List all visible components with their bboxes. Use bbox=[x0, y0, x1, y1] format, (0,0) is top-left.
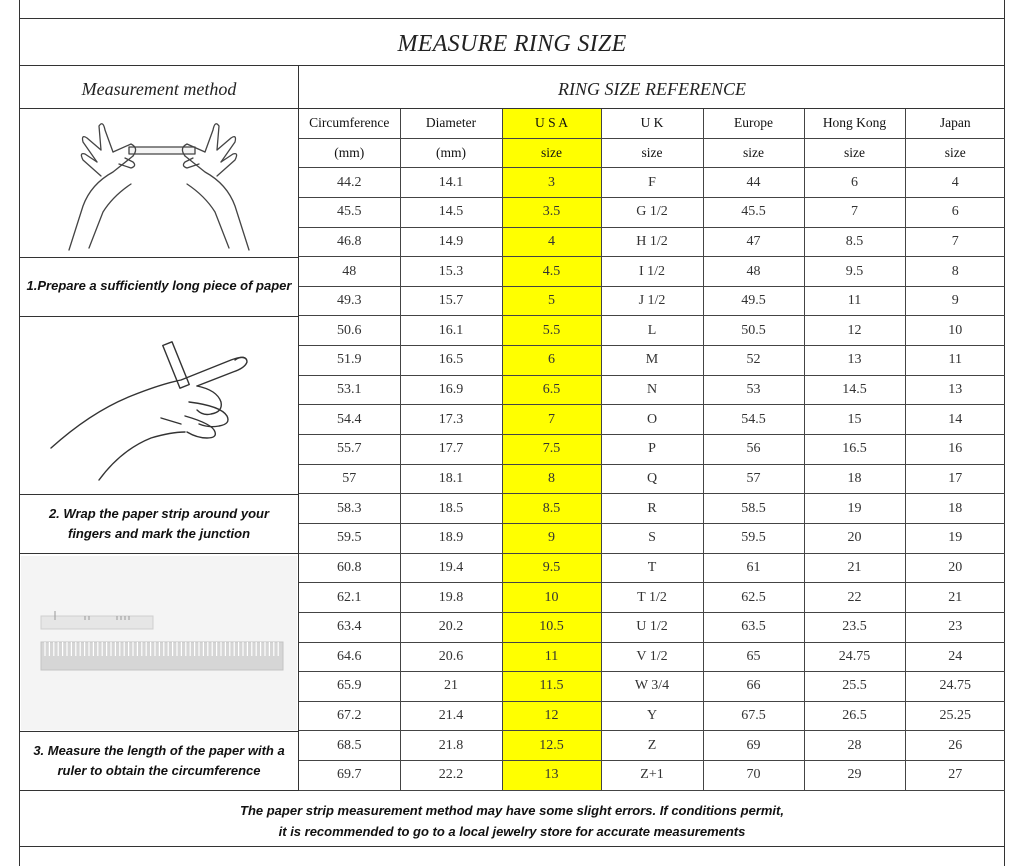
row-13-cell-1: 19.4 bbox=[400, 553, 502, 583]
row-18-cell-5: 26.5 bbox=[804, 701, 905, 731]
row-20-cell-4: 70 bbox=[703, 761, 804, 791]
size-row bbox=[299, 435, 1005, 465]
row-20-cell-6: 27 bbox=[905, 761, 1005, 791]
row-17-cell-6: 24.75 bbox=[905, 672, 1005, 702]
row-4-cell-1: 15.7 bbox=[400, 286, 502, 316]
row-20-cell-0: 69.7 bbox=[299, 761, 400, 791]
row-3-cell-4: 48 bbox=[703, 257, 804, 287]
column-header-row bbox=[299, 109, 1005, 138]
row-1-cell-6: 6 bbox=[905, 197, 1005, 227]
row-10-cell-0: 57 bbox=[299, 464, 400, 494]
row-0-cell-2: 3 bbox=[502, 168, 601, 198]
row-6-cell-4: 52 bbox=[703, 346, 804, 376]
row-17-cell-3: W 3/4 bbox=[601, 672, 703, 702]
row-14-cell-2: 10 bbox=[502, 583, 601, 613]
row-2-cell-3: H 1/2 bbox=[601, 227, 703, 257]
size-row bbox=[299, 346, 1005, 376]
row-18-cell-3: Y bbox=[601, 701, 703, 731]
finger-wrap-illustration bbox=[21, 320, 297, 492]
row-15-cell-6: 23 bbox=[905, 612, 1005, 642]
row-15-cell-4: 63.5 bbox=[703, 612, 804, 642]
row-2-cell-1: 14.9 bbox=[400, 227, 502, 257]
left-sep-5 bbox=[19, 731, 299, 732]
ruler-panel bbox=[21, 556, 297, 730]
step-3 bbox=[19, 741, 299, 781]
ring-size-table bbox=[299, 109, 1005, 791]
disclaimer bbox=[19, 800, 1005, 842]
column-unit-row bbox=[299, 138, 1005, 168]
page-title: MEASURE RING SIZE bbox=[397, 31, 627, 57]
row-5-cell-0: 50.6 bbox=[299, 316, 400, 346]
row-14-cell-5: 22 bbox=[804, 583, 905, 613]
row-10-cell-5: 18 bbox=[804, 464, 905, 494]
row-2-cell-0: 46.8 bbox=[299, 227, 400, 257]
row-19-cell-1: 21.8 bbox=[400, 731, 502, 761]
size-row bbox=[299, 494, 1005, 524]
size-row bbox=[299, 672, 1005, 702]
ruler-illustration bbox=[21, 556, 297, 730]
row-10-cell-1: 18.1 bbox=[400, 464, 502, 494]
row-8-cell-6: 14 bbox=[905, 405, 1005, 435]
row-3-cell-6: 8 bbox=[905, 257, 1005, 287]
row-9-cell-6: 16 bbox=[905, 435, 1005, 465]
step-3-line-2: ruler to obtain the circumference bbox=[57, 763, 261, 778]
size-row bbox=[299, 464, 1005, 494]
size-row bbox=[299, 642, 1005, 672]
row-2-cell-6: 7 bbox=[905, 227, 1005, 257]
row-18-cell-4: 67.5 bbox=[703, 701, 804, 731]
row-13-cell-3: T bbox=[601, 553, 703, 583]
row-1-cell-1: 14.5 bbox=[400, 197, 502, 227]
row-19-cell-6: 26 bbox=[905, 731, 1005, 761]
size-row bbox=[299, 227, 1005, 257]
row-16-cell-6: 24 bbox=[905, 642, 1005, 672]
row-3-cell-0: 48 bbox=[299, 257, 400, 287]
top-rule bbox=[19, 18, 1005, 19]
row-9-cell-2: 7.5 bbox=[502, 435, 601, 465]
row-4-cell-5: 11 bbox=[804, 286, 905, 316]
row-15-cell-3: U 1/2 bbox=[601, 612, 703, 642]
row-1-cell-4: 45.5 bbox=[703, 197, 804, 227]
row-14-cell-3: T 1/2 bbox=[601, 583, 703, 613]
row-1-cell-5: 7 bbox=[804, 197, 905, 227]
row-5-cell-1: 16.1 bbox=[400, 316, 502, 346]
row-2-cell-4: 47 bbox=[703, 227, 804, 257]
row-14-cell-0: 62.1 bbox=[299, 583, 400, 613]
footer-rule bbox=[19, 846, 1005, 847]
row-16-cell-0: 64.6 bbox=[299, 642, 400, 672]
row-10-cell-4: 57 bbox=[703, 464, 804, 494]
row-1-cell-0: 45.5 bbox=[299, 197, 400, 227]
left-sep-4 bbox=[19, 553, 299, 554]
row-5-cell-4: 50.5 bbox=[703, 316, 804, 346]
header-cell-5: Hong Kong bbox=[804, 109, 905, 138]
row-19-cell-0: 68.5 bbox=[299, 731, 400, 761]
row-5-cell-6: 10 bbox=[905, 316, 1005, 346]
row-7-cell-2: 6.5 bbox=[502, 375, 601, 405]
row-0-cell-6: 4 bbox=[905, 168, 1005, 198]
size-row bbox=[299, 257, 1005, 287]
size-row bbox=[299, 168, 1005, 198]
size-row bbox=[299, 612, 1005, 642]
row-14-cell-4: 62.5 bbox=[703, 583, 804, 613]
step-1-line-1: 1.Prepare a sufficiently long piece of paper bbox=[26, 278, 292, 293]
hands-paper-illustration bbox=[21, 110, 297, 256]
row-20-cell-3: Z+1 bbox=[601, 761, 703, 791]
disclaimer-line-2: it is recommended to go to a local jewelry store for accurate measurements bbox=[278, 824, 746, 839]
row-18-cell-0: 67.2 bbox=[299, 701, 400, 731]
row-16-cell-5: 24.75 bbox=[804, 642, 905, 672]
row-12-cell-5: 20 bbox=[804, 523, 905, 553]
size-row bbox=[299, 197, 1005, 227]
row-5-cell-5: 12 bbox=[804, 316, 905, 346]
row-11-cell-4: 58.5 bbox=[703, 494, 804, 524]
row-9-cell-1: 17.7 bbox=[400, 435, 502, 465]
size-row bbox=[299, 731, 1005, 761]
row-15-cell-1: 20.2 bbox=[400, 612, 502, 642]
left-sep-1 bbox=[19, 257, 299, 258]
row-0-cell-1: 14.1 bbox=[400, 168, 502, 198]
row-15-cell-2: 10.5 bbox=[502, 612, 601, 642]
row-4-cell-0: 49.3 bbox=[299, 286, 400, 316]
row-1-cell-2: 3.5 bbox=[502, 197, 601, 227]
size-row bbox=[299, 701, 1005, 731]
row-6-cell-1: 16.5 bbox=[400, 346, 502, 376]
size-row bbox=[299, 405, 1005, 435]
row-4-cell-4: 49.5 bbox=[703, 286, 804, 316]
size-row bbox=[299, 375, 1005, 405]
row-8-cell-3: O bbox=[601, 405, 703, 435]
row-3-cell-5: 9.5 bbox=[804, 257, 905, 287]
row-6-cell-3: M bbox=[601, 346, 703, 376]
row-16-cell-4: 65 bbox=[703, 642, 804, 672]
method-header: Measurement method bbox=[81, 79, 237, 99]
row-7-cell-1: 16.9 bbox=[400, 375, 502, 405]
size-row bbox=[299, 553, 1005, 583]
row-0-cell-0: 44.2 bbox=[299, 168, 400, 198]
left-sep-2 bbox=[19, 316, 299, 317]
step-2-line-1: 2. Wrap the paper strip around your bbox=[48, 506, 270, 521]
row-11-cell-2: 8.5 bbox=[502, 494, 601, 524]
row-3-cell-3: I 1/2 bbox=[601, 257, 703, 287]
row-16-cell-1: 20.6 bbox=[400, 642, 502, 672]
row-11-cell-0: 58.3 bbox=[299, 494, 400, 524]
row-8-cell-2: 7 bbox=[502, 405, 601, 435]
row-6-cell-6: 11 bbox=[905, 346, 1005, 376]
row-15-cell-0: 63.4 bbox=[299, 612, 400, 642]
header-cell-2: U S A bbox=[502, 109, 601, 138]
row-6-cell-0: 51.9 bbox=[299, 346, 400, 376]
row-17-cell-4: 66 bbox=[703, 672, 804, 702]
row-16-cell-2: 11 bbox=[502, 642, 601, 672]
row-11-cell-5: 19 bbox=[804, 494, 905, 524]
row-11-cell-3: R bbox=[601, 494, 703, 524]
row-20-cell-5: 29 bbox=[804, 761, 905, 791]
step-2 bbox=[19, 504, 299, 544]
row-5-cell-3: L bbox=[601, 316, 703, 346]
row-12-cell-1: 18.9 bbox=[400, 523, 502, 553]
row-18-cell-6: 25.25 bbox=[905, 701, 1005, 731]
disclaimer-line-1: The paper strip measurement method may have some slight errors. If conditions permit, bbox=[240, 803, 784, 818]
row-18-cell-2: 12 bbox=[502, 701, 601, 731]
row-16-cell-3: V 1/2 bbox=[601, 642, 703, 672]
row-4-cell-6: 9 bbox=[905, 286, 1005, 316]
reference-header: RING SIZE REFERENCE bbox=[558, 79, 746, 99]
row-7-cell-5: 14.5 bbox=[804, 375, 905, 405]
row-5-cell-2: 5.5 bbox=[502, 316, 601, 346]
step-3-line-1: 3. Measure the length of the paper with a bbox=[33, 743, 285, 758]
row-9-cell-5: 16.5 bbox=[804, 435, 905, 465]
row-12-cell-3: S bbox=[601, 523, 703, 553]
row-6-cell-2: 6 bbox=[502, 346, 601, 376]
unit-cell-5: size bbox=[804, 138, 905, 168]
row-8-cell-5: 15 bbox=[804, 405, 905, 435]
unit-cell-1: (mm) bbox=[400, 138, 502, 168]
row-9-cell-4: 56 bbox=[703, 435, 804, 465]
row-8-cell-1: 17.3 bbox=[400, 405, 502, 435]
row-19-cell-2: 12.5 bbox=[502, 731, 601, 761]
row-17-cell-2: 11.5 bbox=[502, 672, 601, 702]
row-12-cell-0: 59.5 bbox=[299, 523, 400, 553]
row-0-cell-4: 44 bbox=[703, 168, 804, 198]
row-10-cell-3: Q bbox=[601, 464, 703, 494]
row-19-cell-3: Z bbox=[601, 731, 703, 761]
row-19-cell-5: 28 bbox=[804, 731, 905, 761]
row-17-cell-0: 65.9 bbox=[299, 672, 400, 702]
row-7-cell-3: N bbox=[601, 375, 703, 405]
unit-cell-6: size bbox=[905, 138, 1005, 168]
row-7-cell-6: 13 bbox=[905, 375, 1005, 405]
unit-cell-3: size bbox=[601, 138, 703, 168]
row-4-cell-3: J 1/2 bbox=[601, 286, 703, 316]
size-row bbox=[299, 583, 1005, 613]
size-row bbox=[299, 761, 1005, 791]
row-13-cell-4: 61 bbox=[703, 553, 804, 583]
size-row bbox=[299, 286, 1005, 316]
row-13-cell-0: 60.8 bbox=[299, 553, 400, 583]
row-9-cell-3: P bbox=[601, 435, 703, 465]
row-18-cell-1: 21.4 bbox=[400, 701, 502, 731]
size-row bbox=[299, 523, 1005, 553]
row-10-cell-6: 17 bbox=[905, 464, 1005, 494]
left-sep-3 bbox=[19, 494, 299, 495]
row-15-cell-5: 23.5 bbox=[804, 612, 905, 642]
header-cell-3: U K bbox=[601, 109, 703, 138]
unit-cell-2: size bbox=[502, 138, 601, 168]
row-7-cell-4: 53 bbox=[703, 375, 804, 405]
row-12-cell-6: 19 bbox=[905, 523, 1005, 553]
row-3-cell-1: 15.3 bbox=[400, 257, 502, 287]
row-17-cell-1: 21 bbox=[400, 672, 502, 702]
step-2-line-2: fingers and mark the junction bbox=[67, 526, 251, 541]
size-row bbox=[299, 316, 1005, 346]
row-6-cell-5: 13 bbox=[804, 346, 905, 376]
row-11-cell-6: 18 bbox=[905, 494, 1005, 524]
row-12-cell-4: 59.5 bbox=[703, 523, 804, 553]
row-14-cell-6: 21 bbox=[905, 583, 1005, 613]
header-cell-0: Circumference bbox=[299, 109, 400, 138]
row-20-cell-1: 22.2 bbox=[400, 761, 502, 791]
row-12-cell-2: 9 bbox=[502, 523, 601, 553]
header-cell-6: Japan bbox=[905, 109, 1005, 138]
step-1 bbox=[19, 276, 299, 296]
row-4-cell-2: 5 bbox=[502, 286, 601, 316]
row-10-cell-2: 8 bbox=[502, 464, 601, 494]
header-cell-1: Diameter bbox=[400, 109, 502, 138]
row-1-cell-3: G 1/2 bbox=[601, 197, 703, 227]
row-11-cell-1: 18.5 bbox=[400, 494, 502, 524]
unit-cell-4: size bbox=[703, 138, 804, 168]
row-13-cell-5: 21 bbox=[804, 553, 905, 583]
row-8-cell-4: 54.5 bbox=[703, 405, 804, 435]
row-0-cell-3: F bbox=[601, 168, 703, 198]
row-9-cell-0: 55.7 bbox=[299, 435, 400, 465]
row-8-cell-0: 54.4 bbox=[299, 405, 400, 435]
row-2-cell-5: 8.5 bbox=[804, 227, 905, 257]
unit-cell-0: (mm) bbox=[299, 138, 400, 168]
row-14-cell-1: 19.8 bbox=[400, 583, 502, 613]
row-19-cell-4: 69 bbox=[703, 731, 804, 761]
row-0-cell-5: 6 bbox=[804, 168, 905, 198]
row-17-cell-5: 25.5 bbox=[804, 672, 905, 702]
row-20-cell-2: 13 bbox=[502, 761, 601, 791]
row-3-cell-2: 4.5 bbox=[502, 257, 601, 287]
row-13-cell-6: 20 bbox=[905, 553, 1005, 583]
row-7-cell-0: 53.1 bbox=[299, 375, 400, 405]
row-13-cell-2: 9.5 bbox=[502, 553, 601, 583]
header-cell-4: Europe bbox=[703, 109, 804, 138]
row-2-cell-2: 4 bbox=[502, 227, 601, 257]
